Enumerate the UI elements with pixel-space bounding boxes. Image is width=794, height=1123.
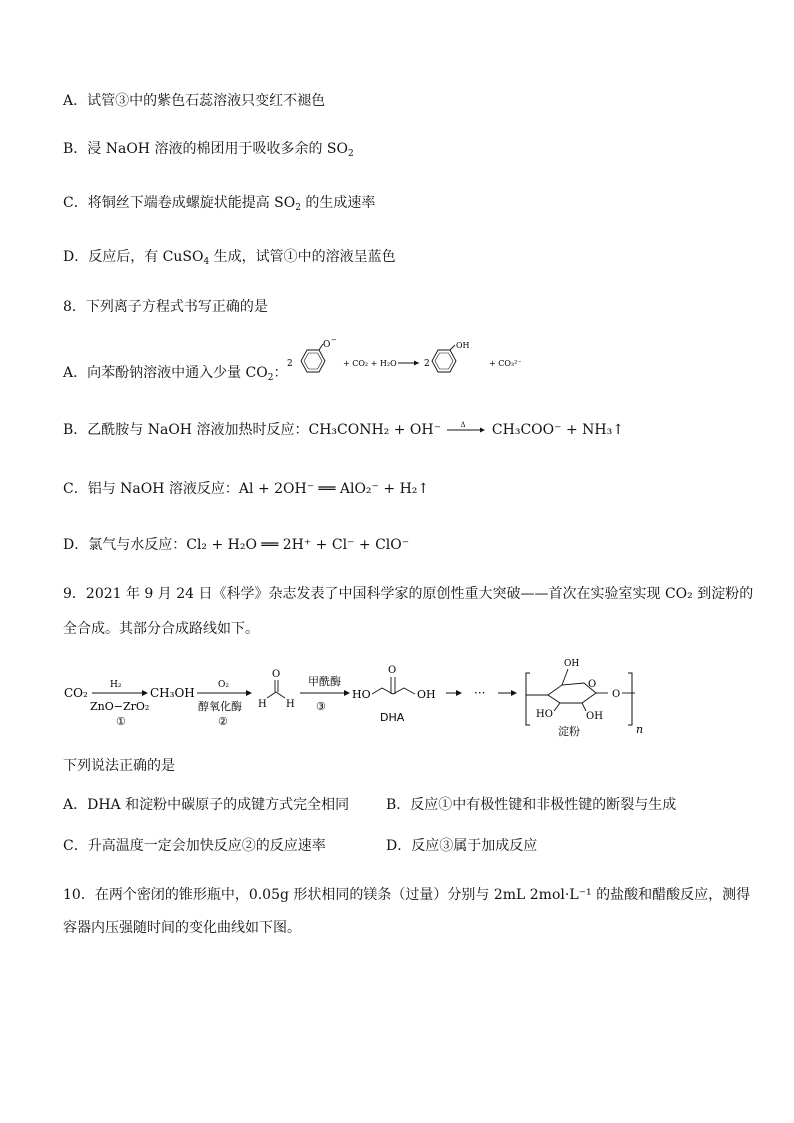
subscript: 4 [203,257,210,267]
starch-oh: OH [586,711,603,722]
q8-option-a [63,363,287,383]
q7-option-d-suffix: 生成，试管①中的溶液呈蓝色 [209,249,396,265]
starch-oh-top: OH [564,659,580,669]
o-minus-sup: − [331,338,337,344]
coef-2b: 2 [424,359,430,369]
q8-option-a-text: A．向苯酚钠溶液中通入少量 CO [63,365,268,381]
enzyme3-label: 甲酰酶 [308,675,341,688]
aldehyde-o: O [272,669,281,680]
co2-label: CO₂ [64,686,88,700]
q7-option-c-suffix: 的生成速率 [300,195,376,211]
q10-stem-line1: 10．在两个密闭的锥形瓶中，0.05g 形状相同的镁条（过量）分别与 2mL 2mol·L⁻¹ 的盐酸和醋酸反应，测得 [63,887,751,903]
q8-option-b-right: CH₃COO⁻ + NH₃↑ [491,422,624,438]
oh-label: OH [456,341,470,350]
starch-o: O [588,679,597,690]
colon: ： [273,365,288,381]
q7-option-d-text: D．反应后，有 CuSO [63,249,204,265]
subscript: 2 [267,373,274,383]
q8-option-d [63,535,409,555]
reagents: + CO₂ + H₂O [343,359,397,368]
ch3oh-label: CH₃OH [150,686,195,700]
q7-option-d [63,247,396,267]
q8-option-b-left: CH₃CONH₂ + OH⁻ [308,422,441,438]
q9-stem-line2: 全合成。其部分合成路线如下。 [63,621,259,637]
step1-label: ① [116,715,126,728]
ellipsis: ··· [474,686,486,700]
q8-option-b-label: B．乙酰胺与 NaOH 溶液加热时反应： [63,422,309,438]
dha-oh: OH [417,688,436,701]
q8-option-c [63,479,429,499]
synthesis-scheme [60,655,750,740]
q7-option-c [63,193,375,213]
q9-option-b: B．反应①中有极性键和非极性键的断裂与生成 [386,797,677,813]
subscript: 2 [295,203,301,213]
n-label: n [636,723,644,736]
heat-label: Δ [460,421,466,429]
o-minus: O [323,340,331,350]
starch-o-link: O [612,689,621,700]
q7-option-b [63,139,354,159]
q9-question: 下列说法正确的是 [63,758,175,774]
q9-option-a: A．DHA 和淀粉中碳原子的成键方式完全相同 [63,797,350,813]
catalyst-label: ZnO−ZrO₂ [90,700,150,713]
dha-o: O [388,665,397,676]
dha-ho: HO [352,688,371,701]
carbonate: + CO₃²⁻ [489,359,522,368]
q7-option-b-text: B．浸 NaOH 溶液的棉团用于吸收多余的 SO [63,141,348,157]
h-left: H [258,699,267,710]
subscript: 2 [348,149,354,159]
heat-arrow [445,423,487,437]
starch-label: 淀粉 [558,725,580,738]
q8-option-d-eq: Cl₂ + H₂O ══ 2H⁺ + Cl⁻ + ClO⁻ [186,537,410,553]
q8-option-b [63,420,624,440]
q10-stem-line2: 容器内压强随时间的变化曲线如下图。 [63,920,301,936]
q8-option-c-eq: Al + 2OH⁻ ══ AlO₂⁻ + H₂↑ [238,481,430,497]
h2-label: H₂ [110,680,122,690]
q8-stem: 8．下列离子方程式书写正确的是 [63,299,268,315]
coef-2: 2 [287,359,293,369]
q9-option-d: D．反应③属于加成反应 [386,838,538,854]
step3-label: ③ [316,700,326,713]
h-right: H [286,699,295,710]
phenoxide-equation [285,338,545,384]
enzyme2-label: 醇氧化酶 [198,700,242,713]
q9-option-c: C．升高温度一定会加快反应②的反应速率 [63,838,326,854]
q8-option-d-label: D．氯气与水反应： [63,537,187,553]
starch-ho: HO [536,709,553,720]
o2-label: O₂ [218,680,229,690]
benzene-inner [304,353,322,369]
q9-stem-line1: 9．2021 年 9 月 24 日《科学》杂志发表了中国科学家的原创性重大突破——首次在实验室实现 CO₂ 到淀粉的 [63,586,754,602]
q8-option-c-label: C．铝与 NaOH 溶液反应： [63,481,239,497]
q7-option-c-text: C．将铜丝下端卷成螺旋状能提高 SO [63,195,296,211]
step2-label: ② [218,715,228,728]
dha-label: DHA [380,711,405,724]
q7-option-a: A．试管③中的紫色石蕊溶液只变红不褪色 [63,93,326,109]
